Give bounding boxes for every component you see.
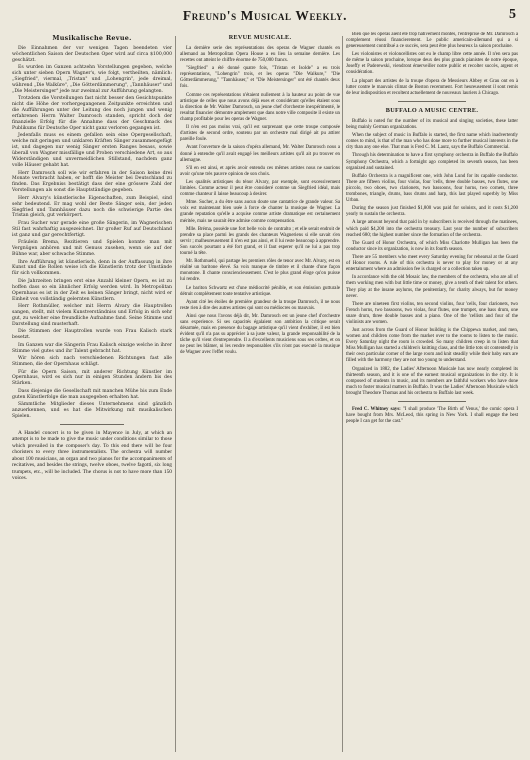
- paragraph: Ihre Aufführung ist künstlerisch, denn in der Auffassung in ihre Kunst und die Rollen weise ich die Künstlerin trotz der Umstände für sich vollkommen.: [12, 259, 172, 277]
- section-divider: [398, 401, 467, 402]
- paragraph: Herr Rothmüller, welcher mit Herrn Alvary die Hauptrollen sangen, stellt, mit vielem Kunstverständniss und Erfolg in sich sehr gut, zu welcher eine freundliche Aufnahme fand. Seine Stimme und Darstellung sind musterhaft.: [12, 304, 172, 327]
- paragraph: In accordance with the old Mosaic law, the members of the orchestra, who are all of them working men with but little time or money, give a tenth of their talent for others. They play at the insane asylums, the penitentiary, for charity always, but for money never.: [346, 275, 518, 299]
- paragraph: Jedenfalls muss es einem gefallen sein eine Opergesellschaft, welche mit geringen und unklaren Kräften Sänger zusammengefügt ist, und dagegen nur wenig Sänger ersten Ranges besass, sowie überall von Wagner missfällige und Proben verschiedene Art, so aus Widerständigen und unvermeidlichen Stillstand, nachdem ganz volle Häuser gehabt hat.: [12, 133, 172, 168]
- paragraph: Im Ganzen war die Sängerin Frau Kalisch einzige welche in ihrer Stimme viel gutes und ihr Talent gebracht hat.: [12, 342, 172, 354]
- paragraph: Ayant cité les étoiles de première grandeur de la troupe Damrosch, il ne nous reste rien à dire des autres artistes qui sont ou médiocres ou mauvais.: [180, 299, 340, 311]
- paragraph: "Siegfried" a été donné quatre fois, "Tristan et Isolde" a eu trois représentations, "Lohengrin" trois, et les operas "Die Walkure," "Die Götterdämmerung," "Tannhäuser," et "Die Meistersinger" ont été chantés deux fois.: [180, 66, 340, 90]
- paragraph: Just across from the Guard of Honor building is the Chippewa market, and men, women and children come from the market over to the rooms to listen to the music. Every Saturday night the room is crowded. So many children creep in to listen that Miss Mulligan has started a children's knitting class, and the little tots sit contentedly in their own particular corner of the large room and knit steadily while their baby ears are filled with the harmony they are not too young to understand.: [346, 328, 518, 364]
- paragraph: La dernière serie des représentations des operas de Wagner chantés en allemand au Metropolitan Opera House a eu lieu la semaine dernière. Les recettes ont atteint le chiffre énorme de 750,000 francs.: [180, 46, 340, 64]
- paragraph: There are 55 members who meet every Saturday evening for rehearsal at the Guard of Honor rooms. A rule of this orchestra is never to play for money or at any entertainment where an admission fee is charged or a collection taken up.: [346, 255, 518, 273]
- paragraph: Organized in 1882, the Ladies' Afternoon Musicale has now nearly completed its thirteenth season, and it is one of the earnest musical organizations in the city. It is composed of students in music, and its members are faithful workers who have done much to foster musical matters in Buffalo. It was the Ladies' Afternoon Musicale which brought Theodore Thomas and his orchestra to Buffalo last week.: [346, 366, 518, 396]
- german-review-body: [12, 46, 172, 420]
- paragraph: When the subject of music in Buffalo is started, the first name which inadvertently comes to mind, is that of the man who has done more to further musical interests in the city than any one else. That man is Fred C. M. Lautz, says the Buffalo Commercial.: [346, 133, 518, 151]
- paragraph: Frau Sucher war gerade eine große Sängerin, im Wagnerischen Stil fast wahrhaftig ausgezeichnet. Ihr großer Ruf auf Deutschland ist ganz und gar gerechtfertigt.: [12, 220, 172, 238]
- paragraph: Il n'en est pas moins vrai, qu'il est surprenant que cette troupe composée d'artistes de second ordre, soutenu par un orchestre mal dirigé ait pu attirer pareille foule.: [180, 125, 340, 143]
- paragraph: Trotzdem die Vorstellungen fast nicht besser den Gesichtspunkte nicht die Höhe der vorhergegangenen Zeitpunkte erreichten und die Aufführungen unter der Leitung des noch jungen und wenig erfahrenen Herrn Walter Damrosch standen, spricht doch der finanzielle Erfolg für die Annahme dass der Geschmack des Publikums für Deutsche Oper nicht ganz verloren gegangen ist.: [12, 96, 172, 131]
- paragraph: Les qualités artistiques du ténor Alvary, par exemple, sont excessivement limitées. Comme acteur il peut être consideré comme un Siegfried idéal, mais comme chanteur il laisse beaucoup à desirer.: [180, 180, 340, 198]
- paragraph: Buffalo Orchestra is a magnificent one, with John Lund for its capable conductor. There are fifteen violins, four violas, four 'cells, three double basses, two flutes, one piccolo, two oboes, two clarionets, two bassoons, four horns, two cornets, three trombones, triangle, drums, bass drums and harp, this last played superbly by Miss Urban.: [346, 173, 518, 203]
- paragraph: Die Einnahmen der vor wenigen Tagen beendeten vier wöchentlichen Saison der Deutschen Oper wird auf circa $100,000 geschätzt.: [12, 46, 172, 63]
- paragraph: The Guard of Honor Orchestra, of which Miss Charlotte Mulligan has been the conductor since its organization, is now in its fourth season.: [346, 240, 518, 252]
- section-divider: [60, 424, 124, 425]
- paragraph: Wir hören sich nach verschiedenen Richtungen fast alle Stimmen, die der Opernhaus schlägt.: [12, 356, 172, 368]
- paragraph: Sämmtliche Mitglieder dieses Unternehmens sind gänzlich anzuerkennen, und es hat die Mitwirkung mit musikalischen Spielen.: [12, 402, 172, 420]
- paragraph: Mme. Sucher, a du être sans aucun doute une cantatrice de grande valeur. Sa voix est maintenant bien usée à force de chanter la musique de Wagner. La grande reputation qu'elle a acquise comme artiste dramatique est certainement méritée, mais ne saurait être admise comme compensation.: [180, 200, 340, 224]
- paragraph: Die Jahrzeiten bringen erst eine Anzahl kleiner Opern, es ist zu hoffen dass so ein ähnlicher Erfolg werden wird. In Metropolitan Opernhaus es ist in der Zeit es keinen Sänger bringt, nicht wird er Einheit von vollständig gelernten Künstlern.: [12, 278, 172, 302]
- paragraph: A large amount beyond that paid in by subscribers is received through the matinees, which paid $4,200 into the orchestra treasury. Last year the number of subscribers reached 680; the highest number since the formation of the orchestra.: [346, 220, 518, 238]
- whitney-paragraph: [346, 407, 518, 425]
- publication-title: Freund's Musical Weekly.: [182, 8, 348, 23]
- paragraph: Le bariton Schwartz est d'une médiocrité pénible, et son émission gutturale détruit complètement toute tentative artistique.: [180, 285, 340, 297]
- masthead: [0, 0, 530, 28]
- whitney-quote: "I shall produce 'The Birth of Venus,' the comic opera I have bought from Mrs. McLeod, this spring in New York. I shall engage the best people I can get for the cast.": [346, 406, 518, 424]
- paragraph: Für die Opern Saison, mit anderer Richtung Künstler im Opernhaus, wird es sich nur in einigen Stunden ändern bis des Stärken.: [12, 369, 172, 387]
- paragraph: Herr Damrosch soll wie wir erfahren in der Saison keine drei Monate verbracht haben, er hofft die Meister bei Deutschland zu finden. Das Ergebniss bestätigt dass der eine grössere Zahl der Vorstellungen als sonst die Hauptständige gegeben.: [12, 170, 172, 194]
- page-number: 5: [509, 7, 516, 22]
- paragraph: Mr. Rothmuehl, qui partage les premiers rôles de tenor avec Mr. Alvary, est en réalité un baritone élevé. Sa voix manque de timbre et il chante d'une façon monotone. Il chante consciencieusement. C'est le plus grand éloge qu'on puisse lui rendre.: [180, 259, 340, 283]
- french-review-heading: REVUE MUSICALE.: [228, 34, 292, 41]
- paragraph: Die Stimmen der Hauptrollen wurde von Frau Kalisch stark besetzt.: [12, 329, 172, 341]
- paragraph: La plupart des artistes de la troupe d'opera de Messieurs Abbey et Grau ont en à lutter contre le mauvais climat de Boston recemment. Fort heureusement il sont remis de leur indisposition et recoltent actuellement de nouveaux lauriers à Chicago.: [346, 78, 518, 96]
- paragraph: Ainsi que nous l'avons déjà dit, Mr. Damrosch est un jeune chef d'orchestre sans experience. Si ses capacités égalaient son ambition la critique serait désarmée, mais en presence du bagage artistique qu'il vient d'exhiber, il est bien évident qu'il n'a pas su apprécier à sa juste valeur, la grande responsabilité de la tâche qu'il vient d'entreprendre. Il a d'excellents musiciens sous ses ordres, et on ne peut les blâmer, ni les rendre responsables s'ils n'ont pas executé la musique de Wagner avec l'effet voulu.: [180, 314, 340, 356]
- paragraph: Herr Alvary's künstlerische Eigenschaften, zum Beispiel, sind sehr bedeutend. Er mag wohl der Beste Sänger sein, der jeden Siegfried und Tannhäuser dazu noch die schwierige Partie des Tristan gleich, gut verkörpert.: [12, 195, 172, 219]
- buffalo-heading: BUFFALO A MUSIC CENTRE.: [385, 106, 479, 114]
- column-buffalo-article: [346, 32, 518, 754]
- paragraph: During the season just finished $1,800 was paid for soloists, and it costs $1,200 yearly to sustain the orchestra.: [346, 206, 518, 218]
- column-rule-left: [175, 36, 176, 752]
- column-german-review: [12, 32, 172, 754]
- german-review-heading: Musikalische Revue.: [52, 34, 132, 42]
- paragraph: Through his determination to have a first symphony orchestra in Buffalo the Buffalo Symphony Orchestra, which a fortnight ago completed its seventh season, has been organized and sustained.: [346, 153, 518, 171]
- paragraph: Avant l'ouverture de la saison d'opéra allemand, Mr. Walter Damrosch nous a donné à entendre qu'il avait engagé les meilleurs artistes qu'il ait pu trouver en allemagne.: [180, 145, 340, 163]
- paragraph: Mlle. Bréma, possède une fort belle voix de contralto ; et elle serait endroit de prendre sa place parmi les grands des chanteurs Wagneriens si elle savait s'en servir ; malheureusement il n'en est pas ainsi, et il lui reste beaucoup à apprendre. Son succès pourtant a été fort grand, et il faut esperer qu'il ne lui a pas trop tourné la tête.: [180, 226, 340, 256]
- paragraph: Bien que les operas aient été trop hativement montés, l'entreprise de Mr. Damrosch a complement réussi financierement. Le public americain-allemand qui a si genereusement contribué a ce succès, sera peut être plus heureux la saison prochaine.: [346, 32, 518, 50]
- handel-concert-paragraph: A Handel concert is to be given in Mayence in July, at which an attempt is to be made to give the music under conditions similar to those which prevailed in the composer's day. To this end there will be four choristers to every three instrumentalists. The orchestra will number about 100 musicians, an organ and two pianos for the accompaniments of recitatives, and besides the strings, twelve oboes, twelve fagotti, six long trumpets, etc., will be included. The chorus is not to have more than 150 voices.: [12, 429, 172, 482]
- whitney-lead: Fred C. Whitney says:: [352, 406, 401, 412]
- paragraph: There are nineteen first violins, ten second violins, four 'cells, four clarionets, two French horns, two bassoons, two violas, four flutes, one trumpet, one bass drum, one snare drum, three double basses and a piano. One of the 'cellists and four of the violinists are women.: [346, 301, 518, 325]
- column-rule-right: [342, 36, 343, 752]
- paragraph: Comme ces représentations n'étaient nullement à la hauteur au point de vue artistique de celles que nous avons déjà eues et considérant qu'elles étaient sous la direction de Mr. Walter Damrosch, un jeune chef d'orchestre inexpérimenté, le resultat financier démontre amplement que dans notre ville composite il existe un champ profitable pour les operas de Wagner.: [180, 92, 340, 122]
- paragraph: S'il en est ainsi, et après avoir entendu ces mêmes artistes nous ne saurions avoir qu'une très pauvre opinion de son choix.: [180, 165, 340, 177]
- paragraph: Dass diejenige die Gesellschaft mit manchen Mühe bis zum Ende guten Künstlerfolge die man ausgegeben erhalten hat.: [12, 388, 172, 400]
- paragraph: Fräulein Brema, Rezitieren und Spielen konnte man mit Vergnügen anhören und mit Genuss zusehen, wenn sie auf der Bühne war, aber schwache Stimme.: [12, 240, 172, 258]
- section-divider: [398, 101, 467, 102]
- paragraph: Es wurden im Ganzen achtzehn Vorstellungen gegeben, welche sich unter sieben Opern Wagner's, wie folgt, vertheilten, nämlich: „Siegfried", viermal, „Tristan" und „Lohengrin", jede dreimal, während „Die Walküre", „Die Götterdämmerung", „Tannhäuser" und „Die Meistersinger" jede nur zweimal zur Aufführung gelangten.: [12, 65, 172, 94]
- paragraph: Les violonistes et violoncellistes ont eu le champ libre cette année. Il n'en sera pas de même la saison prochaine, lorsque deux des plus grands pianistes de notre époque, Joseffy et Paderewski, viendront émerveiller notre public et recolter succès, argent et considération.: [346, 52, 518, 76]
- column-french-review: [180, 32, 340, 754]
- paragraph: Buffalo is noted for the number of its musical and singing societies, these latter being mainly German organizations.: [346, 118, 518, 130]
